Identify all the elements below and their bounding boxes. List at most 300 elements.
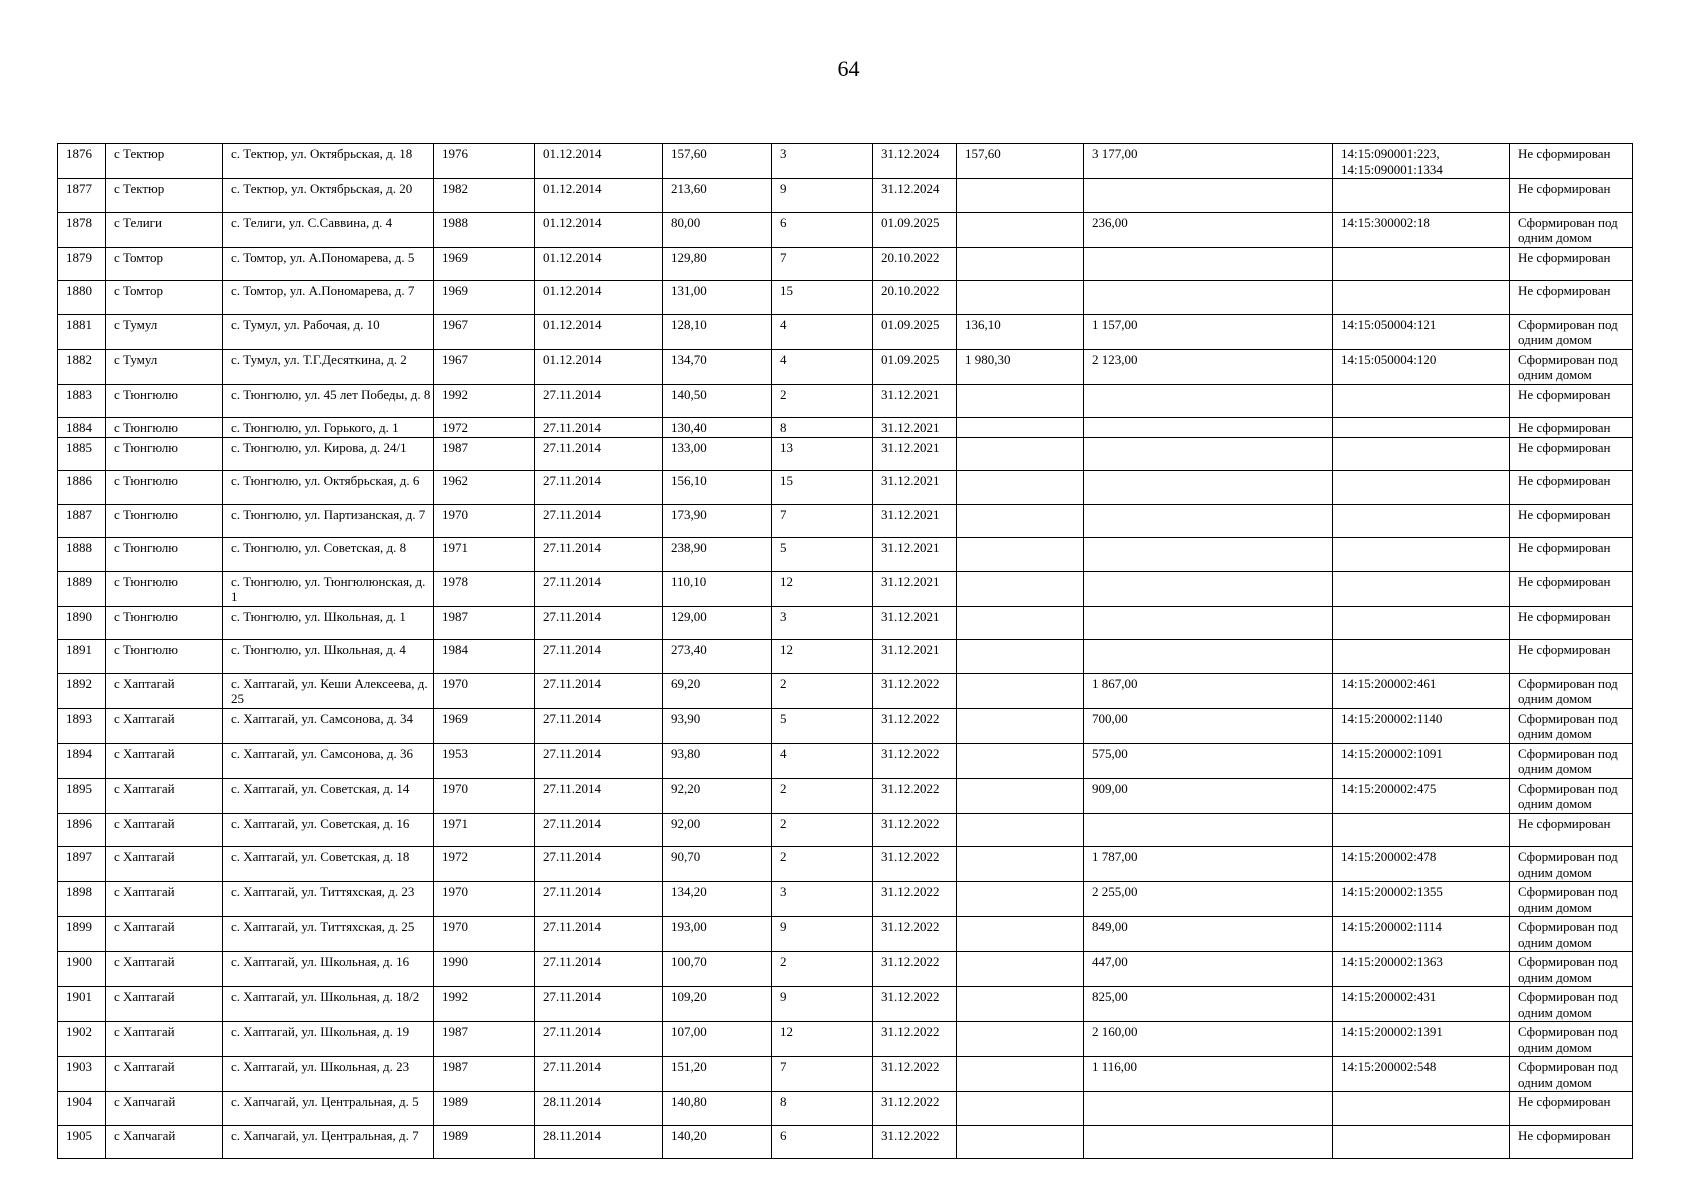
table-row xyxy=(58,314,1633,349)
cell-area: 109,20 xyxy=(663,987,772,1022)
cell-area: 130,40 xyxy=(663,418,772,438)
table-row xyxy=(58,437,1633,471)
cell-date: 27.11.2014 xyxy=(535,917,663,952)
housing-registry-table xyxy=(57,143,1633,1159)
cell-area-2 xyxy=(957,673,1084,708)
cell-row-number: 1880 xyxy=(58,281,106,315)
cell-deadline-date: 31.12.2022 xyxy=(873,847,957,882)
cell-area: 157,60 xyxy=(663,144,772,179)
cell-land-area xyxy=(1084,571,1333,606)
cell-cadastral-number: 14:15:050004:120 xyxy=(1333,349,1510,384)
cell-row-number: 1888 xyxy=(58,538,106,572)
cell-residents: 2 xyxy=(772,847,873,882)
cell-area-2: 136,10 xyxy=(957,314,1084,349)
cell-residents: 2 xyxy=(772,673,873,708)
cell-deadline-date: 31.12.2022 xyxy=(873,1125,957,1159)
cell-address: с. Хаптагай, ул. Титтяхская, д. 25 xyxy=(223,917,434,952)
cell-settlement: с Хаптагай xyxy=(106,917,223,952)
cell-date: 27.11.2014 xyxy=(535,987,663,1022)
cell-address: с. Тюнгюлю, ул. Школьная, д. 4 xyxy=(223,640,434,674)
cell-land-area xyxy=(1084,437,1333,471)
cell-residents: 7 xyxy=(772,1057,873,1092)
cell-address: с. Хапчагай, ул. Центральная, д. 5 xyxy=(223,1092,434,1126)
cell-date: 27.11.2014 xyxy=(535,1057,663,1092)
cell-area-2 xyxy=(957,504,1084,538)
cell-year-built: 1967 xyxy=(434,314,535,349)
cell-settlement: с Тюнгюлю xyxy=(106,504,223,538)
table-row xyxy=(58,882,1633,917)
cell-settlement: с Хаптагай xyxy=(106,882,223,917)
cell-residents: 15 xyxy=(772,471,873,505)
cell-land-status: Не сформирован xyxy=(1510,384,1633,418)
cell-deadline-date: 20.10.2022 xyxy=(873,281,957,315)
cell-settlement: с Тюнгюлю xyxy=(106,606,223,640)
cell-address: с. Хаптагай, ул. Советская, д. 14 xyxy=(223,778,434,813)
cell-land-area xyxy=(1084,813,1333,847)
cell-cadastral-number xyxy=(1333,1092,1510,1126)
table-row xyxy=(58,144,1633,179)
cell-deadline-date: 31.12.2021 xyxy=(873,640,957,674)
cell-year-built: 1962 xyxy=(434,471,535,505)
cell-year-built: 1990 xyxy=(434,952,535,987)
cell-deadline-date: 31.12.2024 xyxy=(873,179,957,213)
table-row xyxy=(58,1057,1633,1092)
cell-date: 01.12.2014 xyxy=(535,281,663,315)
cell-settlement: с Телиги xyxy=(106,212,223,247)
cell-land-status: Не сформирован xyxy=(1510,571,1633,606)
table-row xyxy=(58,917,1633,952)
cell-year-built: 1984 xyxy=(434,640,535,674)
cell-land-area: 447,00 xyxy=(1084,952,1333,987)
cell-date: 27.11.2014 xyxy=(535,606,663,640)
cell-land-status: Не сформирован xyxy=(1510,606,1633,640)
cell-row-number: 1882 xyxy=(58,349,106,384)
cell-area: 133,00 xyxy=(663,437,772,471)
cell-area-2 xyxy=(957,778,1084,813)
cell-deadline-date: 31.12.2022 xyxy=(873,813,957,847)
table-row xyxy=(58,743,1633,778)
cell-residents: 12 xyxy=(772,1022,873,1057)
cell-land-status: Сформирован под одним домом xyxy=(1510,952,1633,987)
cell-area: 213,60 xyxy=(663,179,772,213)
cell-deadline-date: 31.12.2021 xyxy=(873,504,957,538)
table-row xyxy=(58,471,1633,505)
cell-residents: 2 xyxy=(772,813,873,847)
cell-date: 01.12.2014 xyxy=(535,144,663,179)
cell-land-area xyxy=(1084,281,1333,315)
cell-area-2 xyxy=(957,281,1084,315)
cell-area: 80,00 xyxy=(663,212,772,247)
table-row xyxy=(58,538,1633,572)
table-row xyxy=(58,349,1633,384)
table-row xyxy=(58,847,1633,882)
cell-residents: 4 xyxy=(772,314,873,349)
cell-land-area xyxy=(1084,471,1333,505)
cell-year-built: 1970 xyxy=(434,882,535,917)
cell-deadline-date: 31.12.2022 xyxy=(873,987,957,1022)
cell-cadastral-number: 14:15:200002:548 xyxy=(1333,1057,1510,1092)
cell-row-number: 1890 xyxy=(58,606,106,640)
cell-land-status: Сформирован под одним домом xyxy=(1510,917,1633,952)
cell-land-status: Не сформирован xyxy=(1510,1125,1633,1159)
cell-settlement: с Хаптагай xyxy=(106,952,223,987)
cell-settlement: с Хаптагай xyxy=(106,987,223,1022)
cell-year-built: 1969 xyxy=(434,708,535,743)
cell-residents: 9 xyxy=(772,987,873,1022)
cell-area-2 xyxy=(957,606,1084,640)
cell-cadastral-number xyxy=(1333,437,1510,471)
cell-row-number: 1905 xyxy=(58,1125,106,1159)
cell-deadline-date: 31.12.2022 xyxy=(873,917,957,952)
cell-land-status: Не сформирован xyxy=(1510,144,1633,179)
cell-cadastral-number xyxy=(1333,418,1510,438)
table-row xyxy=(58,384,1633,418)
table-row xyxy=(58,1022,1633,1057)
cell-deadline-date: 31.12.2021 xyxy=(873,437,957,471)
cell-deadline-date: 31.12.2021 xyxy=(873,471,957,505)
cell-area: 134,70 xyxy=(663,349,772,384)
cell-row-number: 1885 xyxy=(58,437,106,471)
table-row xyxy=(58,418,1633,438)
cell-land-area xyxy=(1084,606,1333,640)
cell-land-status: Сформирован под одним домом xyxy=(1510,987,1633,1022)
cell-cadastral-number xyxy=(1333,571,1510,606)
cell-date: 27.11.2014 xyxy=(535,708,663,743)
cell-residents: 7 xyxy=(772,504,873,538)
cell-settlement: с Тюнгюлю xyxy=(106,384,223,418)
cell-residents: 8 xyxy=(772,1092,873,1126)
cell-date: 01.12.2014 xyxy=(535,212,663,247)
cell-row-number: 1876 xyxy=(58,144,106,179)
cell-settlement: с Тумул xyxy=(106,349,223,384)
cell-land-status: Не сформирован xyxy=(1510,640,1633,674)
cell-year-built: 1970 xyxy=(434,504,535,538)
cell-land-status: Не сформирован xyxy=(1510,437,1633,471)
table-body xyxy=(58,144,1633,1159)
cell-cadastral-number xyxy=(1333,640,1510,674)
cell-residents: 9 xyxy=(772,179,873,213)
cell-year-built: 1987 xyxy=(434,1057,535,1092)
cell-area: 140,50 xyxy=(663,384,772,418)
cell-row-number: 1881 xyxy=(58,314,106,349)
cell-settlement: с Хапчагай xyxy=(106,1092,223,1126)
cell-area-2 xyxy=(957,538,1084,572)
cell-year-built: 1971 xyxy=(434,813,535,847)
cell-deadline-date: 31.12.2021 xyxy=(873,538,957,572)
cell-date: 27.11.2014 xyxy=(535,471,663,505)
cell-area: 273,40 xyxy=(663,640,772,674)
cell-area-2: 157,60 xyxy=(957,144,1084,179)
cell-land-area: 236,00 xyxy=(1084,212,1333,247)
cell-land-area xyxy=(1084,640,1333,674)
cell-settlement: с Хапчагай xyxy=(106,1125,223,1159)
cell-deadline-date: 31.12.2021 xyxy=(873,571,957,606)
cell-settlement: с Тюнгюлю xyxy=(106,538,223,572)
cell-residents: 3 xyxy=(772,606,873,640)
cell-residents: 3 xyxy=(772,144,873,179)
cell-land-status: Сформирован под одним домом xyxy=(1510,778,1633,813)
cell-deadline-date: 31.12.2022 xyxy=(873,673,957,708)
cell-land-status: Сформирован под одним домом xyxy=(1510,212,1633,247)
cell-deadline-date: 31.12.2024 xyxy=(873,144,957,179)
cell-address: с. Хаптагай, ул. Кеши Алексеева, д. 25 xyxy=(223,673,434,708)
cell-cadastral-number xyxy=(1333,247,1510,281)
cell-year-built: 1969 xyxy=(434,281,535,315)
cell-land-status: Не сформирован xyxy=(1510,247,1633,281)
cell-deadline-date: 01.09.2025 xyxy=(873,314,957,349)
cell-land-status: Сформирован под одним домом xyxy=(1510,882,1633,917)
cell-land-status: Не сформирован xyxy=(1510,179,1633,213)
cell-settlement: с Тумул xyxy=(106,314,223,349)
cell-cadastral-number: 14:15:200002:1140 xyxy=(1333,708,1510,743)
cell-cadastral-number xyxy=(1333,504,1510,538)
cell-date: 27.11.2014 xyxy=(535,384,663,418)
cell-settlement: с Тюнгюлю xyxy=(106,640,223,674)
table-row xyxy=(58,952,1633,987)
cell-cadastral-number: 14:15:200002:1363 xyxy=(1333,952,1510,987)
cell-address: с. Хаптагай, ул. Самсонова, д. 36 xyxy=(223,743,434,778)
cell-area: 107,00 xyxy=(663,1022,772,1057)
cell-row-number: 1892 xyxy=(58,673,106,708)
cell-settlement: с Хаптагай xyxy=(106,813,223,847)
cell-row-number: 1879 xyxy=(58,247,106,281)
cell-row-number: 1886 xyxy=(58,471,106,505)
cell-year-built: 1987 xyxy=(434,606,535,640)
table-row xyxy=(58,708,1633,743)
cell-date: 01.12.2014 xyxy=(535,247,663,281)
table-row xyxy=(58,212,1633,247)
cell-address: с. Хаптагай, ул. Школьная, д. 19 xyxy=(223,1022,434,1057)
cell-area: 92,00 xyxy=(663,813,772,847)
cell-row-number: 1902 xyxy=(58,1022,106,1057)
cell-residents: 2 xyxy=(772,952,873,987)
cell-date: 01.12.2014 xyxy=(535,314,663,349)
cell-area-2 xyxy=(957,418,1084,438)
cell-row-number: 1887 xyxy=(58,504,106,538)
cell-area-2 xyxy=(957,471,1084,505)
cell-date: 01.12.2014 xyxy=(535,179,663,213)
cell-deadline-date: 31.12.2022 xyxy=(873,1022,957,1057)
cell-settlement: с Хаптагай xyxy=(106,847,223,882)
cell-year-built: 1989 xyxy=(434,1092,535,1126)
cell-cadastral-number xyxy=(1333,813,1510,847)
cell-area-2 xyxy=(957,917,1084,952)
cell-land-status: Сформирован под одним домом xyxy=(1510,708,1633,743)
cell-land-area xyxy=(1084,179,1333,213)
cell-cadastral-number: 14:15:200002:461 xyxy=(1333,673,1510,708)
cell-land-status: Не сформирован xyxy=(1510,418,1633,438)
cell-address: с. Телиги, ул. С.Саввина, д. 4 xyxy=(223,212,434,247)
table-row xyxy=(58,673,1633,708)
cell-land-area: 1 787,00 xyxy=(1084,847,1333,882)
cell-area-2 xyxy=(957,437,1084,471)
cell-year-built: 1988 xyxy=(434,212,535,247)
cell-area-2 xyxy=(957,1092,1084,1126)
cell-year-built: 1971 xyxy=(434,538,535,572)
cell-cadastral-number: 14:15:200002:475 xyxy=(1333,778,1510,813)
cell-row-number: 1891 xyxy=(58,640,106,674)
cell-land-area: 1 116,00 xyxy=(1084,1057,1333,1092)
cell-residents: 13 xyxy=(772,437,873,471)
cell-land-area xyxy=(1084,247,1333,281)
cell-cadastral-number xyxy=(1333,281,1510,315)
cell-land-status: Не сформирован xyxy=(1510,471,1633,505)
cell-area-2 xyxy=(957,952,1084,987)
cell-land-area xyxy=(1084,1092,1333,1126)
cell-address: с. Тектюр, ул. Октябрьская, д. 20 xyxy=(223,179,434,213)
cell-year-built: 1970 xyxy=(434,778,535,813)
cell-land-area: 909,00 xyxy=(1084,778,1333,813)
cell-row-number: 1901 xyxy=(58,987,106,1022)
cell-deadline-date: 01.09.2025 xyxy=(873,349,957,384)
cell-cadastral-number: 14:15:050004:121 xyxy=(1333,314,1510,349)
cell-year-built: 1989 xyxy=(434,1125,535,1159)
cell-year-built: 1953 xyxy=(434,743,535,778)
cell-address: с. Хаптагай, ул. Школьная, д. 16 xyxy=(223,952,434,987)
cell-area: 100,70 xyxy=(663,952,772,987)
table-row xyxy=(58,571,1633,606)
cell-date: 28.11.2014 xyxy=(535,1125,663,1159)
cell-deadline-date: 31.12.2022 xyxy=(873,778,957,813)
cell-date: 27.11.2014 xyxy=(535,882,663,917)
table-row xyxy=(58,606,1633,640)
cell-settlement: с Тюнгюлю xyxy=(106,418,223,438)
cell-date: 28.11.2014 xyxy=(535,1092,663,1126)
table-row xyxy=(58,247,1633,281)
cell-address: с. Тюнгюлю, ул. Октябрьская, д. 6 xyxy=(223,471,434,505)
cell-address: с. Хаптагай, ул. Школьная, д. 23 xyxy=(223,1057,434,1092)
cell-address: с. Тумул, ул. Рабочая, д. 10 xyxy=(223,314,434,349)
cell-year-built: 1967 xyxy=(434,349,535,384)
cell-cadastral-number: 14:15:200002:1114 xyxy=(1333,917,1510,952)
cell-date: 27.11.2014 xyxy=(535,847,663,882)
cell-row-number: 1900 xyxy=(58,952,106,987)
cell-date: 01.12.2014 xyxy=(535,349,663,384)
cell-date: 27.11.2014 xyxy=(535,418,663,438)
cell-deadline-date: 31.12.2021 xyxy=(873,418,957,438)
cell-land-status: Не сформирован xyxy=(1510,813,1633,847)
cell-address: с. Тюнгюлю, ул. 45 лет Победы, д. 8 xyxy=(223,384,434,418)
cell-residents: 2 xyxy=(772,778,873,813)
cell-area-2 xyxy=(957,212,1084,247)
cell-address: с. Томтор, ул. А.Пономарева, д. 7 xyxy=(223,281,434,315)
cell-deadline-date: 31.12.2021 xyxy=(873,606,957,640)
cell-year-built: 1982 xyxy=(434,179,535,213)
cell-address: с. Хапчагай, ул. Центральная, д. 7 xyxy=(223,1125,434,1159)
cell-row-number: 1897 xyxy=(58,847,106,882)
cell-area: 173,90 xyxy=(663,504,772,538)
cell-cadastral-number xyxy=(1333,471,1510,505)
cell-date: 27.11.2014 xyxy=(535,778,663,813)
cell-area-2 xyxy=(957,987,1084,1022)
cell-land-status: Сформирован под одним домом xyxy=(1510,314,1633,349)
cell-settlement: с Хаптагай xyxy=(106,743,223,778)
cell-residents: 12 xyxy=(772,640,873,674)
cell-land-area xyxy=(1084,504,1333,538)
cell-land-area: 2 123,00 xyxy=(1084,349,1333,384)
cell-year-built: 1987 xyxy=(434,1022,535,1057)
cell-settlement: с Томтор xyxy=(106,247,223,281)
cell-date: 27.11.2014 xyxy=(535,813,663,847)
cell-year-built: 1976 xyxy=(434,144,535,179)
cell-land-area: 1 157,00 xyxy=(1084,314,1333,349)
cell-deadline-date: 20.10.2022 xyxy=(873,247,957,281)
cell-land-area xyxy=(1084,384,1333,418)
cell-deadline-date: 31.12.2022 xyxy=(873,743,957,778)
cell-area-2 xyxy=(957,1057,1084,1092)
cell-area: 69,20 xyxy=(663,673,772,708)
cell-land-status: Не сформирован xyxy=(1510,538,1633,572)
cell-cadastral-number xyxy=(1333,179,1510,213)
cell-row-number: 1893 xyxy=(58,708,106,743)
cell-row-number: 1889 xyxy=(58,571,106,606)
cell-area: 129,00 xyxy=(663,606,772,640)
cell-date: 27.11.2014 xyxy=(535,571,663,606)
cell-settlement: с Тюнгюлю xyxy=(106,437,223,471)
cell-date: 27.11.2014 xyxy=(535,437,663,471)
cell-year-built: 1969 xyxy=(434,247,535,281)
cell-settlement: с Хаптагай xyxy=(106,1022,223,1057)
cell-land-status: Не сформирован xyxy=(1510,504,1633,538)
cell-year-built: 1970 xyxy=(434,917,535,952)
cell-land-area: 825,00 xyxy=(1084,987,1333,1022)
cell-land-area: 2 255,00 xyxy=(1084,882,1333,917)
cell-land-area: 3 177,00 xyxy=(1084,144,1333,179)
table-row xyxy=(58,281,1633,315)
cell-date: 27.11.2014 xyxy=(535,952,663,987)
cell-address: с. Хаптагай, ул. Советская, д. 18 xyxy=(223,847,434,882)
cell-date: 27.11.2014 xyxy=(535,673,663,708)
cell-year-built: 1987 xyxy=(434,437,535,471)
cell-address: с. Тюнгюлю, ул. Кирова, д. 24/1 xyxy=(223,437,434,471)
cell-area: 134,20 xyxy=(663,882,772,917)
cell-address: с. Хаптагай, ул. Самсонова, д. 34 xyxy=(223,708,434,743)
cell-cadastral-number: 14:15:200002:1391 xyxy=(1333,1022,1510,1057)
cell-year-built: 1970 xyxy=(434,673,535,708)
cell-land-area xyxy=(1084,538,1333,572)
cell-residents: 5 xyxy=(772,708,873,743)
cell-land-area: 1 867,00 xyxy=(1084,673,1333,708)
cell-residents: 15 xyxy=(772,281,873,315)
cell-row-number: 1899 xyxy=(58,917,106,952)
cell-land-status: Сформирован под одним домом xyxy=(1510,743,1633,778)
cell-year-built: 1972 xyxy=(434,847,535,882)
cell-deadline-date: 01.09.2025 xyxy=(873,212,957,247)
cell-year-built: 1992 xyxy=(434,384,535,418)
cell-land-area: 700,00 xyxy=(1084,708,1333,743)
cell-deadline-date: 31.12.2022 xyxy=(873,1092,957,1126)
cell-year-built: 1978 xyxy=(434,571,535,606)
cell-residents: 7 xyxy=(772,247,873,281)
cell-address: с. Хаптагай, ул. Титтяхская, д. 23 xyxy=(223,882,434,917)
cell-row-number: 1904 xyxy=(58,1092,106,1126)
cell-area: 110,10 xyxy=(663,571,772,606)
cell-address: с. Тектюр, ул. Октябрьская, д. 18 xyxy=(223,144,434,179)
cell-cadastral-number xyxy=(1333,384,1510,418)
cell-address: с. Томтор, ул. А.Пономарева, д. 5 xyxy=(223,247,434,281)
cell-date: 27.11.2014 xyxy=(535,538,663,572)
cell-area: 140,20 xyxy=(663,1125,772,1159)
cell-area: 131,00 xyxy=(663,281,772,315)
cell-address: с. Хаптагай, ул. Школьная, д. 18/2 xyxy=(223,987,434,1022)
table-row xyxy=(58,778,1633,813)
cell-deadline-date: 31.12.2021 xyxy=(873,384,957,418)
cell-cadastral-number: 14:15:090001:223, 14:15:090001:1334 xyxy=(1333,144,1510,179)
cell-area-2 xyxy=(957,384,1084,418)
cell-residents: 6 xyxy=(772,1125,873,1159)
table-row xyxy=(58,504,1633,538)
cell-land-status: Не сформирован xyxy=(1510,1092,1633,1126)
